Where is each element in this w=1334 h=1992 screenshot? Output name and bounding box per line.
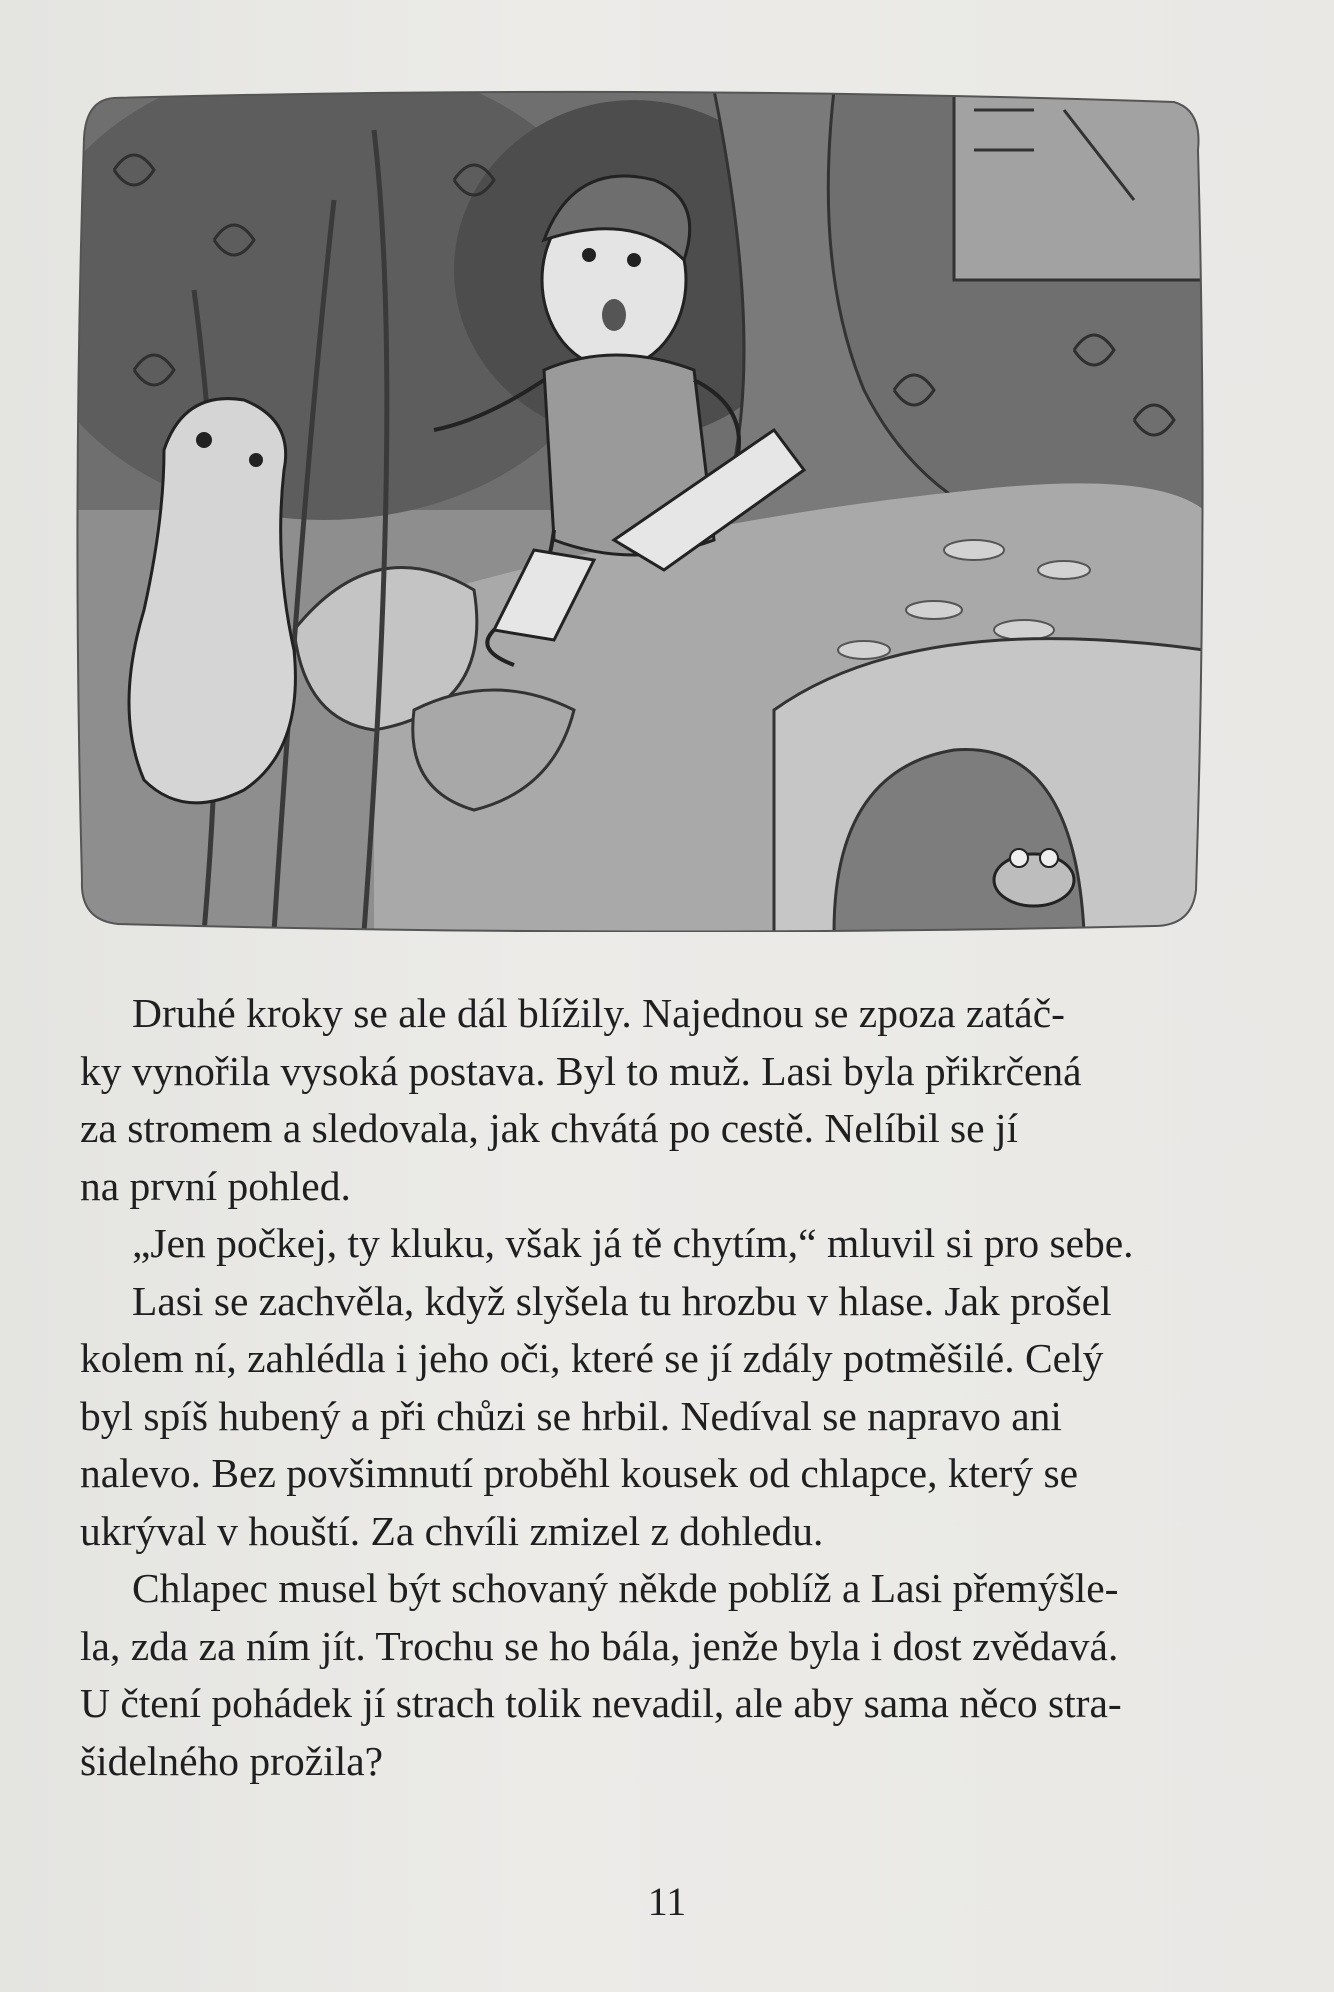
illustration-svg bbox=[74, 90, 1204, 932]
paragraph-4: Chlapec musel být schovaný někde poblíž a Lasi přemýšle- la, zda za ním jít. Trochu se ho bála, jenže byla i dost zvědavá. U čtení pohádek jí strach tolik nevadil, ale aby sama něco stra- šidelného prožila? bbox=[80, 1565, 1122, 1784]
forest-illustration bbox=[74, 90, 1204, 932]
paragraph-3: Lasi se zachvěla, když slyšela tu hrozbu v hlase. Jak prošel kolem ní, zahlédla i jeho oči, které se jí zdály potměšilé. Celý byl spíš hubený a při chůzi se hrbil. Nedíval se napravo ani nalevo. Bez povšimnutí proběhl kousek od chlapce, který se ukrýval v houští. Za chvíli zmizel z dohledu. bbox=[80, 1277, 1112, 1554]
paragraph-2: „Jen počkej, ty kluku, však já tě chytím,“ mluvil si pro sebe. bbox=[132, 1220, 1134, 1266]
body-text bbox=[80, 985, 1220, 1790]
paragraph-1: Druhé kroky se ale dál blížily. Najednou se zpoza zatáč- ky vynořila vysoká postava. Byl to muž. Lasi byla přikrčená za stromem a sledovala, jak chvátá po cestě. Nelíbil se jí na první pohled. bbox=[80, 990, 1082, 1209]
page-number: 11 bbox=[647, 1879, 687, 1924]
